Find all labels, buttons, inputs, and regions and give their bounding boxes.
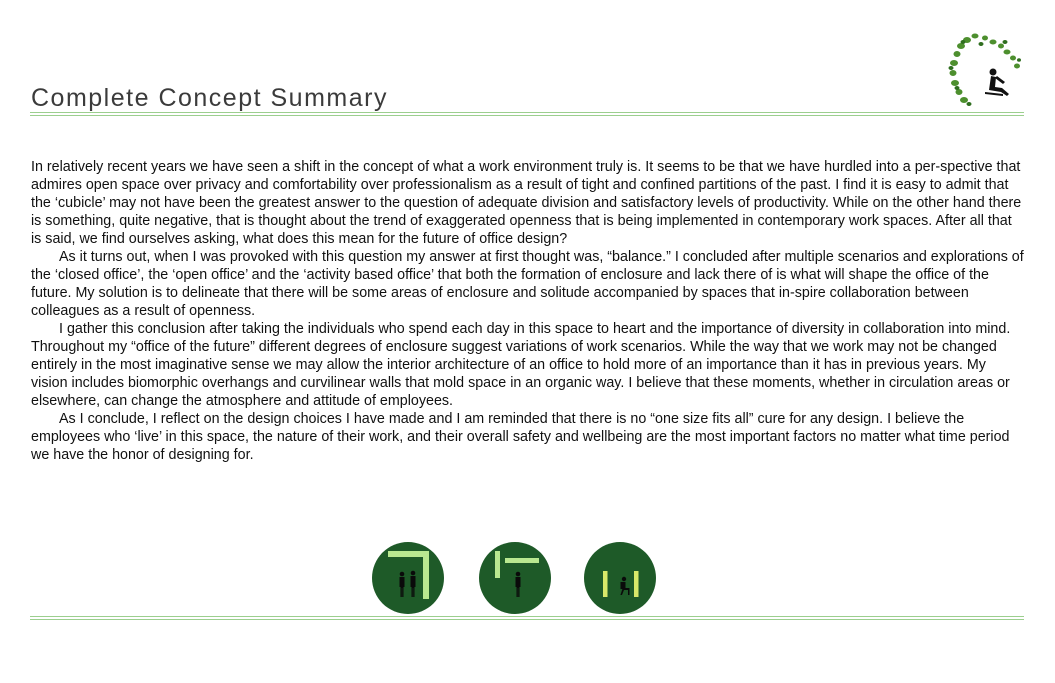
paragraph: As I conclude, I reflect on the design choices I have made and I am reminded that there is no “one size fits all” cure for any design. I believe the employees who ‘live’ in this space, the nature of their work, and their overall safety and wellbeing are the most important factors no matter what time period we have the honor of designing for.: [31, 411, 1010, 463]
header-rule-bottom: [30, 115, 1024, 116]
paragraph: I gather this conclusion after taking the individuals who spend each day in this space to heart and the importance of diversity in collaboration into mind. Throughout my “office of the future” different degrees of enclosure suggest variations of work scenarios. While the way that we work may not be changed entirely in the most imaginative sense we may allow the interior architecture of an office to hold more of an importance than it has in previous years. My vision includes biomorphic overhangs and curvilinear walls that mold space in an organic way. I believe that these moments, whether in circulation areas or elsewhere, can change the atmosphere and attitude of employees.: [31, 321, 1011, 409]
open-enclosure-icon: [583, 541, 657, 615]
page-title: Complete Concept Summary: [31, 84, 388, 112]
ivy-reader-logo-icon: [945, 30, 1025, 112]
concept-summary-text: [31, 158, 1024, 464]
footer-rule-top: [30, 616, 1024, 617]
paragraph: In relatively recent years we have seen a shift in the concept of what a work environment truly is. It seems to be that we have hurdled into a per-spective that admires open space over privacy and comfortability over professionalism as a result of tight and confined partitions of the past. I find it is easy to admit that the ‘cubicle’ may not have been the greatest answer to the question of adequate division and satisfactory levels of productivity. While on the other hand there is something, quite negative, that is thought about the trend of exaggerated openness that is being implemented in contemporary work spaces. After all that is said, we find ourselves asking, what does this mean for the future of office design?: [31, 159, 1022, 247]
footer-rule-bottom: [30, 619, 1024, 620]
paragraph: As it turns out, when I was provoked with this question my answer at first thought was, “balance.” I concluded after multiple scenarios and explorations of the ‘closed office’, the ‘open office’ and the ‘activity based office’ that both the formation of enclosure and lack there of is what will shape the office of the future. My solution is to delineate that there will be some areas of enclosure and solitude accompanied by spaces that in-spire collaboration between colleagues as a result of openness.: [31, 249, 1024, 319]
enclosure-icons: [0, 541, 1055, 615]
corner-enclosure-icon: [371, 541, 445, 615]
header-rule-top: [30, 112, 1024, 113]
partial-enclosure-icon: [478, 541, 552, 615]
